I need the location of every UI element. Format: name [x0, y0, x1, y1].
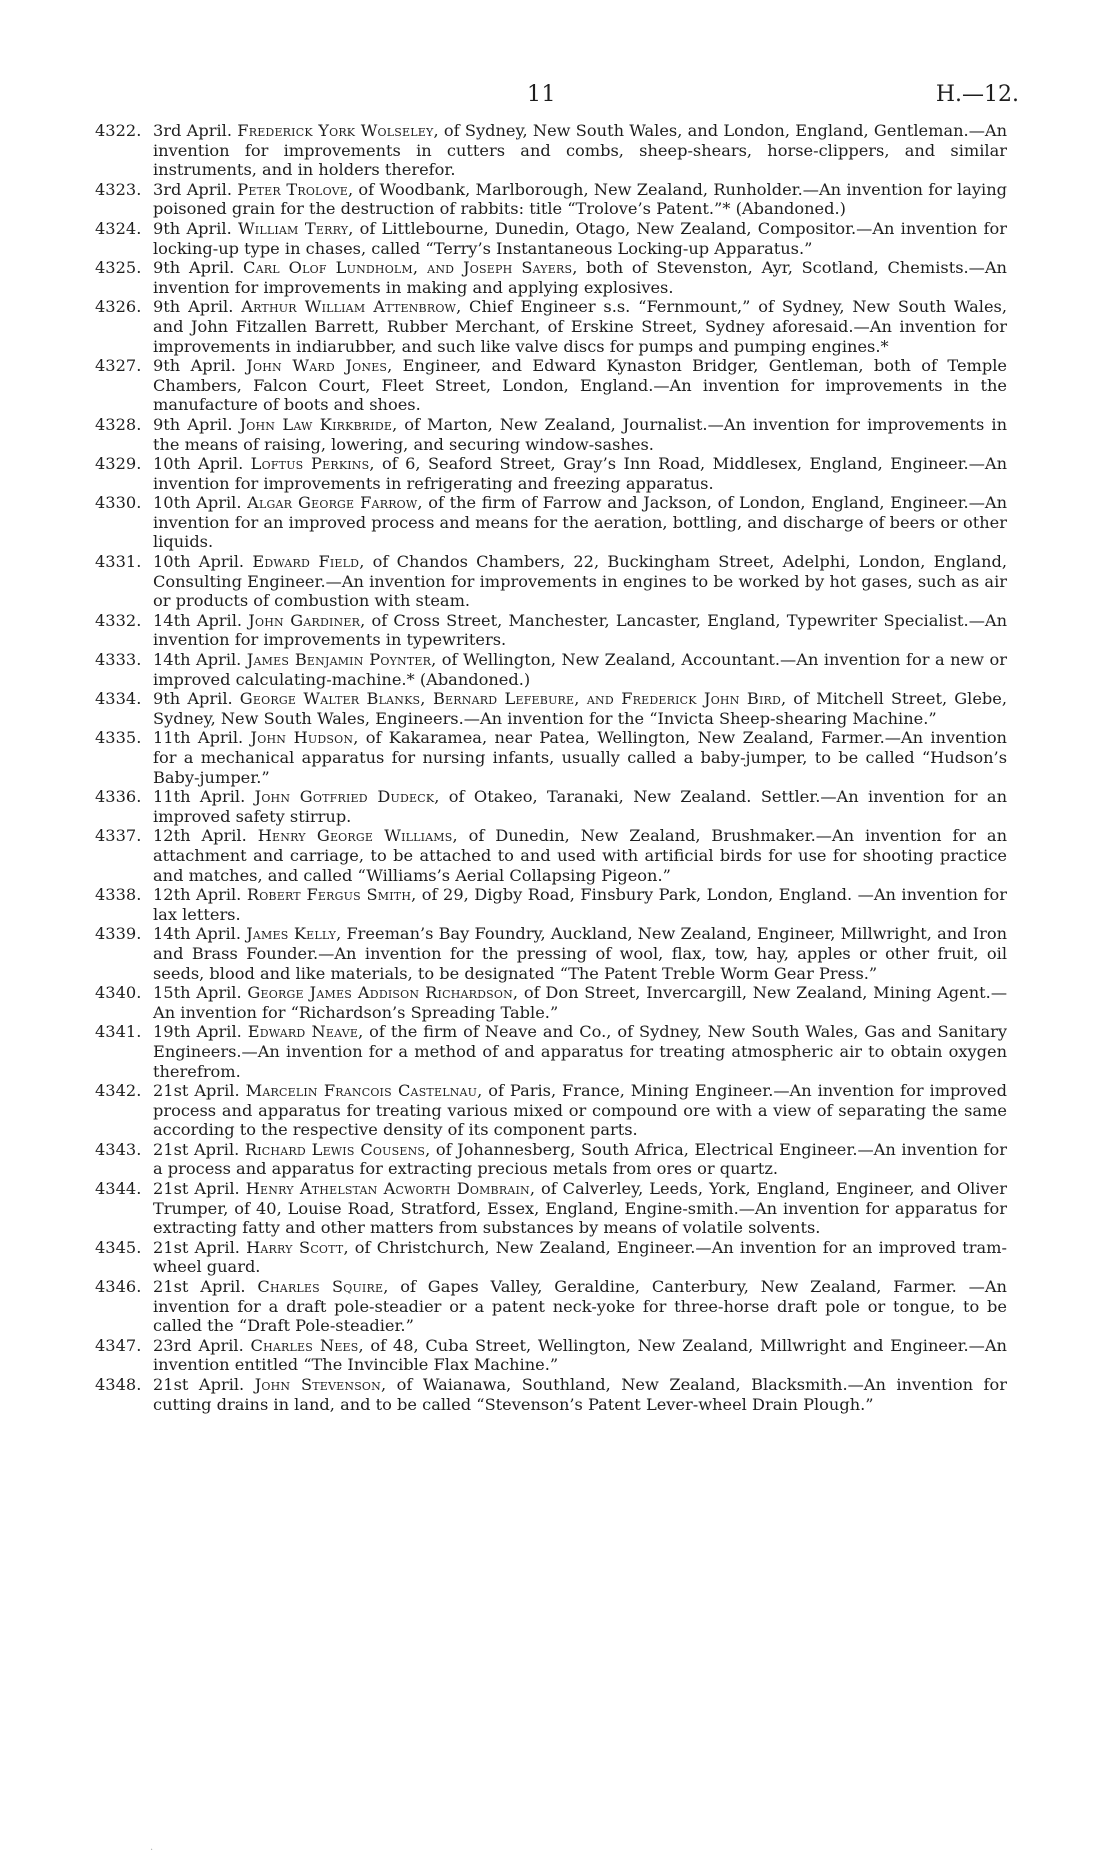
page-header: [0, 82, 1114, 116]
paper-speck: ·: [150, 1845, 154, 1856]
entry-applicant-names: Marcelin Francois Castelnau: [245, 1081, 478, 1101]
entry-date: 15th April.: [153, 983, 242, 1003]
entry-date: 9th April.: [153, 356, 236, 376]
entry-description: , of Otakeo, Taranaki, New Zealand. Settler.—An invention for an improved safety stirrup.: [153, 787, 1007, 826]
entry-applicant-names: Frederick York Wolseley: [237, 121, 434, 140]
entry-number: 4340.: [95, 983, 142, 1003]
patent-entry: [95, 924, 1007, 983]
patent-entry: [95, 552, 1007, 611]
entry-number: 4330.: [95, 493, 142, 513]
entry-description: , of 48, Cuba Street, Wellington, New Zealand, Millwright and Engineer.—An invention entitled “The Invincible Flax Machine.”: [153, 1335, 1007, 1375]
entry-date: 14th April.: [153, 610, 243, 630]
entry-applicant-names: George Walter Blanks, Bernard Lefebure, and Frederick John Bird: [239, 689, 782, 709]
entry-applicant-names: John Gardiner: [248, 610, 361, 630]
entry-description: , of Dunedin, New Zealand, Brushmaker.—An invention for an attachment and carriage, to be attached to and used with artificial birds for use for shooting practice and matches, and called “Williams’s Aerial Collapsing Pigeon.”: [153, 826, 1007, 885]
entry-applicant-names: John Hudson: [250, 728, 354, 748]
entry-date: 12th April.: [153, 885, 242, 905]
entry-description: , of 6, Seaford Street, Gray’s Inn Road, Middlesex, England, Engineer.—An invention for improvements in refrigerating and freezing apparatus.: [153, 454, 1007, 493]
patent-entry: [95, 1277, 1007, 1336]
entry-number: 4347.: [95, 1335, 142, 1355]
patent-entry: [95, 258, 1007, 297]
entry-applicant-names: Peter Trolove: [237, 179, 348, 199]
entry-date: 12th April.: [153, 826, 247, 846]
entry-date: 3rd April.: [153, 121, 232, 140]
entry-description: , of the firm of Farrow and Jackson, of London, England, Engineer.—An invention for an improved process and means for the aeration, bottling, and discharge of beers or other liquids.: [153, 493, 1008, 552]
entry-number: 4326.: [95, 297, 142, 317]
entry-date: 14th April.: [153, 924, 241, 944]
entry-date: 21st April.: [153, 1277, 246, 1297]
entry-description: , Freeman’s Bay Foundry, Auckland, New Zealand, Engineer, Millwright, and Iron and Brass Founder.—An invention for the pressing of wool, flax, tow, hay, apples or other fruit, oil seeds, blood and like materials, to be designated “The Patent Treble Worm Gear Press.”: [153, 924, 1008, 983]
entry-number: 4346.: [95, 1277, 142, 1297]
entry-applicant-names: Algar George Farrow: [247, 493, 418, 513]
entry-date: 10th April.: [153, 552, 245, 572]
entry-date: 23rd April.: [153, 1335, 244, 1355]
patent-entry: [95, 415, 1007, 454]
entry-description: , of Christchurch, New Zealand, Engineer.—An invention for an improved tram-wheel guard.: [153, 1237, 1007, 1277]
entry-date: 21st April.: [153, 1179, 240, 1199]
entry-date: 9th April.: [153, 218, 232, 238]
entry-applicant-names: Carl Olof Lundholm, and Joseph Sayers: [243, 258, 573, 278]
entry-description: , both of Stevenston, Ayr, Scotland, Chemists.—An invention for improvements in making and applying explosives.: [153, 258, 1007, 297]
entry-description: , of Chandos Chambers, 22, Buckingham Street, Adelphi, London, England, Consulting Engineer.—An invention for improvements in engines to be worked by hot gases, such as air or products of combustion with steam.: [153, 552, 1008, 611]
entry-number: 4344.: [95, 1179, 142, 1199]
entry-applicant-names: James Benjamin Poynter: [246, 650, 432, 670]
entry-number: 4331.: [95, 552, 142, 572]
patent-entry: [95, 297, 1007, 356]
entry-description: , of Waianawa, Southland, New Zealand, Blacksmith.—An invention for cutting drains in land, and to be called “Stevenson’s Patent Lever-wheel Drain Plough.”: [153, 1375, 1007, 1414]
entry-description: , of Johannesberg, South Africa, Electrical Engineer.—An invention for a process and apparatus for extracting precious metals from ores or quartz.: [153, 1139, 1007, 1179]
patent-entry: [95, 121, 1007, 180]
entry-date: 9th April.: [153, 258, 235, 278]
patent-entry: [95, 1238, 1007, 1277]
entry-date: 11th April.: [153, 728, 244, 748]
entry-number: 4327.: [95, 356, 142, 376]
entry-description: , of Littlebourne, Dunedin, Otago, New Zealand, Compositor.—An invention for locking-up type in chases, called “Terry’s Instantaneous Locking-up Apparatus.”: [153, 218, 1007, 258]
entry-description: , of Don Street, Invercargill, New Zealand, Mining Agent.—An invention for “Richardson’s Spreading Table.”: [153, 983, 1008, 1022]
entry-description: , of Mitchell Street, Glebe, Sydney, New South Wales, Engineers.—An invention for the “Invicta Sheep-shearing Machine.”: [153, 689, 1007, 728]
patent-entry: [95, 1375, 1007, 1414]
entry-applicant-names: Robert Fergus Smith: [246, 885, 412, 905]
entry-number: 4334.: [95, 689, 142, 709]
entry-date: 10th April.: [153, 454, 244, 474]
patent-entry: [95, 493, 1007, 552]
patent-entry: [95, 611, 1007, 650]
entry-number: 4333.: [95, 650, 142, 670]
entry-applicant-names: Arthur William Attenbrow: [241, 297, 457, 317]
entry-date: 21st April.: [153, 1237, 240, 1257]
patent-entry: [95, 356, 1007, 415]
patent-entry: [95, 650, 1007, 689]
entry-number: 4335.: [95, 728, 142, 748]
entry-applicant-names: Richard Lewis Cousens: [244, 1139, 426, 1159]
entry-applicant-names: Edward Field: [252, 552, 360, 572]
patent-entry: [95, 219, 1007, 258]
entry-description: , of the firm of Neave and Co., of Sydney, New South Wales, Gas and Sanitary Engineers.—An invention for a method of and apparatus for treating atmospheric air to obtain oxygen therefrom.: [153, 1022, 1007, 1081]
entry-number: 4328.: [95, 414, 142, 434]
entry-applicant-names: Charles Nees: [250, 1335, 359, 1355]
entry-applicant-names: Loftus Perkins: [250, 454, 370, 474]
patent-entry: [95, 1022, 1007, 1081]
entry-applicant-names: John Ward Jones: [246, 356, 388, 376]
entry-date: 21st April.: [153, 1139, 240, 1159]
entry-date: 9th April.: [153, 414, 233, 434]
entry-number: 4323.: [95, 179, 142, 199]
entry-applicant-names: John Stevenson: [254, 1375, 381, 1394]
patent-entry: [95, 454, 1007, 493]
entry-applicant-names: Henry Athelstan Acworth Dombrain: [245, 1179, 530, 1199]
patent-entry: [95, 885, 1007, 924]
entry-date: 3rd April.: [153, 179, 232, 199]
entry-number: 4336.: [95, 787, 142, 807]
entry-description: , of Gapes Valley, Geraldine, Canterbury, New Zealand, Farmer. —An invention for a draft pole-steadier or a patent neck-yoke for three-horse draft pole or tongue, to be called the “Draft Pole-steadier.”: [153, 1277, 1007, 1336]
entry-number: 4348.: [95, 1375, 142, 1394]
entry-number: 4325.: [95, 258, 142, 278]
entry-applicant-names: John Law Kirkbride: [239, 414, 393, 434]
entry-applicant-names: Edward Neave: [247, 1022, 359, 1042]
entry-description: , of Cross Street, Manchester, Lancaster, England, Typewriter Specialist.—An invention for improvements in typewriters.: [153, 610, 1007, 650]
entry-number: 4324.: [95, 218, 142, 238]
patent-entry: [95, 826, 1007, 885]
entry-applicant-names: William Terry: [237, 218, 349, 238]
entry-date: 9th April.: [153, 689, 233, 709]
entry-date: 9th April.: [153, 297, 234, 317]
patent-entry: [95, 1081, 1007, 1140]
entry-description: , of Wellington, New Zealand, Accountant.—An invention for a new or improved calculating-machine.* (Abandoned.): [153, 650, 1007, 689]
entry-description: , of Calverley, Leeds, York, England, Engineer, and Oliver Trumper, of 40, Louise Road, Stratford, Essex, England, Engine-smith.—An invention for apparatus for extracting fatty and other matters from substances by means of volatile solvents.: [153, 1179, 1007, 1238]
entry-number: 4343.: [95, 1139, 142, 1159]
entry-applicant-names: George James Addison Richardson: [247, 983, 513, 1003]
entry-description: , Chief Engineer s.s. “Fernmount,” of Sydney, New South Wales, and John Fitzallen Barrett, Rubber Merchant, of Erskine Street, Sydney aforesaid.—An invention for improvements in indiarubber, and such like valve discs for pumps and pumping engines.*: [153, 297, 1007, 356]
entry-description: , of Sydney, New South Wales, and London, England, Gentleman.—An invention for improvements in cutters and combs, sheep-shears, horse-clippers, and similar instruments, and in holders therefor.: [153, 121, 1007, 180]
patent-entry: [95, 1179, 1007, 1238]
entry-date: 11th April.: [153, 787, 246, 807]
entry-number: 4329.: [95, 454, 142, 474]
entry-number: 4342.: [95, 1081, 142, 1101]
entry-applicant-names: James Kelly: [246, 924, 337, 944]
patent-entry: [95, 728, 1007, 787]
entry-date: 21st April.: [153, 1081, 240, 1101]
entry-description: , of Marton, New Zealand, Journalist.—An invention for improvements in the means of raising, lowering, and securing window-sashes.: [153, 414, 1007, 454]
entry-date: 10th April.: [153, 493, 242, 513]
patent-entry: [95, 983, 1007, 1022]
entry-number: 4338.: [95, 885, 142, 905]
document-reference: H.—12.: [935, 82, 1019, 107]
entry-number: 4337.: [95, 826, 142, 846]
entry-description: , of Kakaramea, near Patea, Wellington, New Zealand, Farmer.—An invention for a mechanical apparatus for nursing infants, usually called a baby-jumper, to be called “Hudson’s Baby-jumper.”: [153, 728, 1007, 787]
entry-number: 4345.: [95, 1237, 142, 1257]
entry-description: , Engineer, and Edward Kynaston Bridger, Gentleman, both of Temple Chambers, Falcon Court, Fleet Street, London, England.—An invention for improvements in the manufacture of boots and shoes.: [153, 356, 1007, 415]
entry-number: 4341.: [95, 1022, 142, 1042]
patent-entry: [95, 180, 1007, 219]
patent-entry: [95, 1140, 1007, 1179]
entry-description: , of Paris, France, Mining Engineer.—An invention for improved process and apparatus for treating various mixed or compound ore with a view of separating the same according to the respective density of its component parts.: [153, 1081, 1007, 1140]
entry-description: , of 29, Digby Road, Finsbury Park, London, England. —An invention for lax letters.: [153, 885, 1008, 924]
patent-entry: [95, 787, 1007, 826]
entry-applicant-names: Henry George Williams: [257, 826, 453, 846]
entry-date: 14th April.: [153, 650, 242, 670]
entry-description: , of Woodbank, Marlborough, New Zealand, Runholder.—An invention for laying poisoned grain for the destruction of rabbits: title “Trolove’s Patent.”* (Abandoned.): [153, 179, 1007, 219]
entry-number: 4322.: [95, 121, 142, 140]
entry-date: 21st April.: [153, 1375, 245, 1394]
entry-number: 4339.: [95, 924, 142, 944]
entry-applicant-names: John Gotfried Dudeck: [254, 787, 435, 807]
entry-number: 4332.: [95, 610, 142, 630]
entry-date: 19th April.: [153, 1022, 242, 1042]
patent-entry: [95, 689, 1007, 728]
entry-applicant-names: Harry Scott: [246, 1237, 344, 1257]
patent-entries-list: [95, 121, 1007, 1414]
page-number: 11: [527, 82, 556, 107]
patent-entry: [95, 1336, 1007, 1375]
entry-applicant-names: Charles Squire: [257, 1277, 384, 1297]
